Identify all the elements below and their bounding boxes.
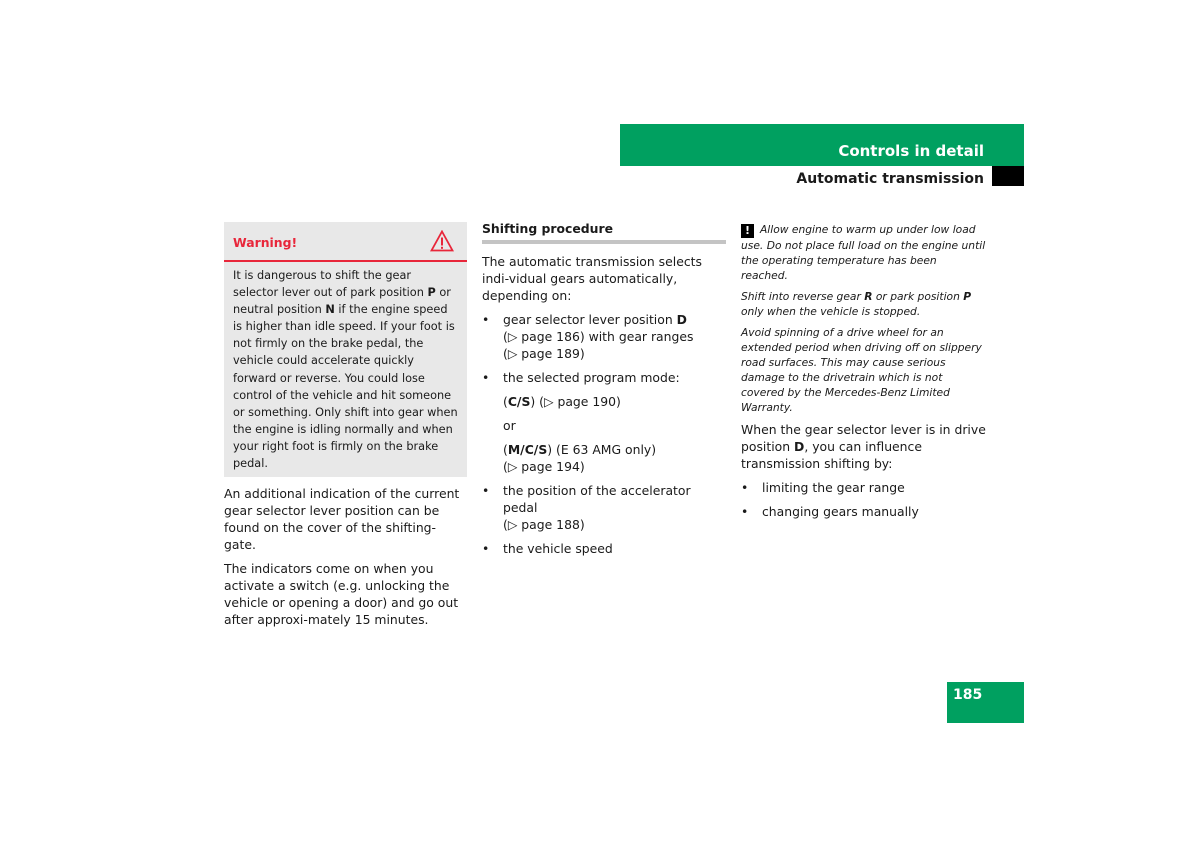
shifting-procedure-heading: Shifting procedure [482, 220, 726, 244]
note-text: or park position [872, 290, 964, 303]
paren: ( [503, 442, 508, 457]
list-item [482, 369, 726, 475]
section-title: Automatic transmission [796, 171, 984, 187]
page-number: 185 [953, 687, 983, 703]
influence-list [741, 479, 986, 520]
list-item [482, 482, 726, 533]
program-mode-cs [503, 393, 726, 410]
drive-position-letter: D [676, 312, 687, 327]
park-letter: P [963, 290, 972, 303]
exclamation-icon: ! [741, 224, 754, 238]
indicator-timeout-paragraph: The indicators come on when you activate a switch (e.g. unlocking the vehicle or opening a door) and go out after approxi-mately 15 minutes. [224, 561, 459, 628]
list-item-text: the vehicle speed [503, 541, 613, 556]
note-text: Allow engine to warm up under low load use. Do not place full load on the engine until the operating temperature has been reached. [741, 223, 986, 282]
page-reference: (▷ page 188) [503, 517, 585, 532]
list-item: • changing gears manually [741, 503, 986, 520]
middle-column [482, 222, 726, 557]
list-item: • limiting the gear range [741, 479, 986, 496]
page-number-box [947, 682, 1024, 723]
warning-title: Warning! [233, 235, 298, 250]
model-note: ) (E 63 AMG only) [547, 442, 657, 457]
or-separator: or [503, 418, 516, 433]
indicator-paragraph: An additional indication of the current gear selector lever position can be found on the cover of the shifting-gate. [224, 486, 460, 553]
list-item [482, 540, 726, 557]
list-item-text: the position of the accelerator pedal [503, 483, 691, 515]
page-reference: (▷ page 194) [503, 459, 585, 474]
note-text: only when the vehicle is stopped. [741, 305, 921, 318]
program-mode-mcs [503, 441, 726, 475]
note-warm-up [741, 222, 986, 283]
paragraph-text: When the gear selector lever is in drive position [741, 422, 986, 454]
paragraph-text: , you can influence transmission shifting by: [741, 439, 922, 471]
reverse-letter: R [864, 290, 873, 303]
list-item [482, 311, 726, 362]
note-wheel-spin: Avoid spinning of a drive wheel for an extended period when driving off on slippery road surfaces. This may cause serious damage to the drivetrain which is not covered by the Mercedes-Benz Limited Warranty. [741, 326, 982, 414]
note-reverse-park [741, 289, 986, 319]
warning-text [224, 262, 467, 477]
section-marker [992, 166, 1024, 186]
mode-mcs-label: M/C/S [507, 442, 548, 457]
list-item-text: gear selector lever position [503, 312, 677, 327]
page-reference: ) (▷ page 190) [530, 394, 621, 409]
warning-box [224, 222, 467, 477]
shifting-factors-list [482, 311, 726, 557]
shifting-intro: The automatic transmission selects indi-vidual gears automatically, depending on: [482, 254, 702, 303]
neutral-position-letter: N [325, 303, 335, 317]
page-reference: (▷ page 189) [503, 346, 585, 361]
warning-triangle-icon [430, 230, 454, 252]
page-reference: (▷ page 186) with gear ranges [503, 329, 694, 344]
paren: ( [503, 394, 508, 409]
drive-position-letter: D [794, 439, 805, 454]
warning-header [224, 222, 467, 262]
note-text: Shift into reverse gear [741, 290, 865, 303]
left-column [224, 222, 467, 628]
chapter-header-bar [620, 124, 1024, 166]
mode-cs-label: C/S [507, 394, 531, 409]
park-position-letter: P [427, 286, 436, 300]
warning-text-part: It is dangerous to shift the gear selector lever out of park position [233, 269, 428, 300]
right-column [741, 222, 986, 520]
list-item-text: the selected program mode: [503, 370, 680, 385]
influence-paragraph [741, 421, 986, 472]
chapter-title: Controls in detail [838, 142, 984, 160]
warning-text-part: if the engine speed is higher than idle speed. If your foot is not firmly on the brake pedal, the vehicle could accelerate quickly forward or reverse. You could lose control of the vehicle and hit someone or something. Only shift into gear when the engine is idling normally and when your right foot is firmly on the brake pedal. [233, 303, 458, 471]
warning-text-part: or neutral position [233, 286, 451, 317]
